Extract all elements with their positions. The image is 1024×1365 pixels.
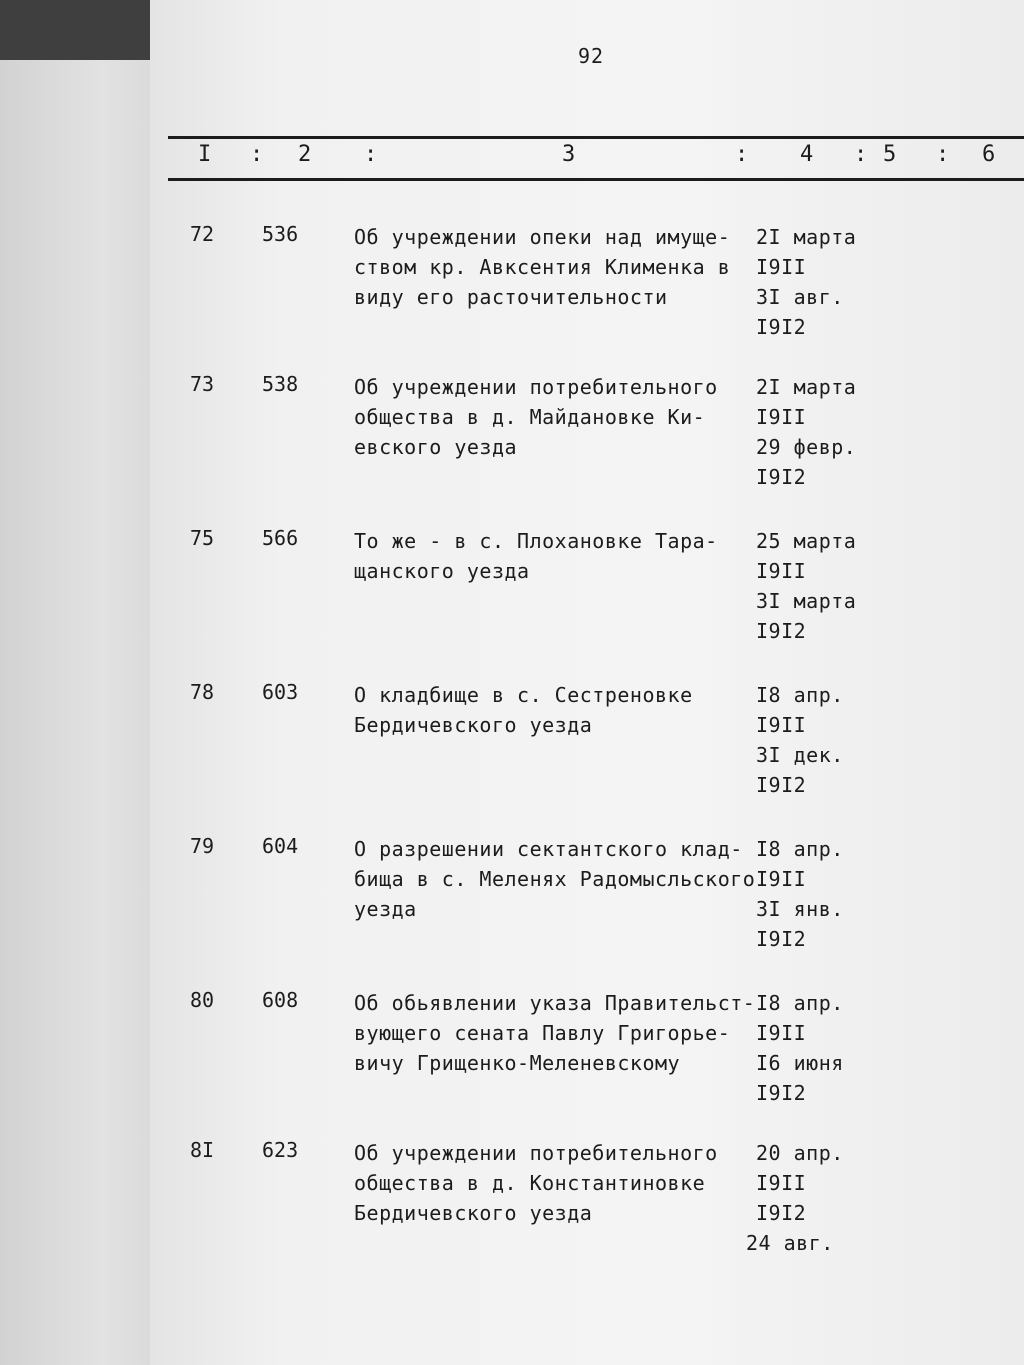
list-item xyxy=(150,526,1024,666)
date-line: 3I марта xyxy=(756,589,857,613)
date-line: 29 февр. xyxy=(756,435,857,459)
entry-dates xyxy=(756,988,844,1108)
title-line: вующего сената Павлу Григорье- xyxy=(354,1021,731,1045)
date-line: I9II xyxy=(756,1021,807,1045)
date-line: I9I2 xyxy=(756,465,807,489)
file-number: 603 xyxy=(262,680,299,704)
entry-number: 72 xyxy=(190,222,215,246)
entry-dates xyxy=(746,1138,844,1258)
entry-dates xyxy=(756,680,844,800)
title-line: виду его расточительности xyxy=(354,285,668,309)
entry-title xyxy=(354,680,774,740)
file-number: 604 xyxy=(262,834,299,858)
date-line: I9II xyxy=(756,559,807,583)
title-line: уезда xyxy=(354,897,417,921)
date-line: 2I марта xyxy=(756,375,857,399)
title-line: Бердичевского уезда xyxy=(354,1201,593,1225)
entry-number: 8I xyxy=(190,1138,215,1162)
list-item xyxy=(150,372,1024,512)
date-line: 2I марта xyxy=(756,225,857,249)
title-line: О кладбище в с. Сестреновке xyxy=(354,683,693,707)
entry-title xyxy=(354,526,774,586)
header-rule-bottom xyxy=(168,178,1024,181)
date-line: I9II xyxy=(756,405,807,429)
date-line: 3I янв. xyxy=(756,897,844,921)
date-line: I9II xyxy=(756,713,807,737)
header-rule-top xyxy=(168,136,1024,139)
file-number: 566 xyxy=(262,526,299,550)
file-number: 536 xyxy=(262,222,299,246)
title-line: Об учреждении опеки над имуще- xyxy=(354,225,731,249)
entry-dates xyxy=(756,372,856,492)
date-line: I8 апр. xyxy=(756,991,844,1015)
title-line: щанского уезда xyxy=(354,559,530,583)
list-item xyxy=(150,1138,1024,1278)
entry-number: 75 xyxy=(190,526,215,550)
column-header-3: 3 xyxy=(562,142,576,167)
entry-title xyxy=(354,1138,774,1228)
date-line: 25 марта xyxy=(756,529,857,553)
date-line: I8 апр. xyxy=(756,837,844,861)
title-line: ством кр. Авксентия Клименка в xyxy=(354,255,731,279)
title-line: бища в с. Меленях Радомысльского xyxy=(354,867,756,891)
date-line: I9I2 xyxy=(756,773,807,797)
date-line: 20 апр. xyxy=(756,1141,844,1165)
date-line: I9II xyxy=(756,255,807,279)
list-item xyxy=(150,680,1024,820)
date-line: I9I2 xyxy=(756,619,807,643)
column-header-1: I xyxy=(198,142,212,167)
entry-title xyxy=(354,372,774,462)
page-number: 92 xyxy=(578,44,605,68)
title-line: вичу Грищенко-Меленевскому xyxy=(354,1051,681,1075)
date-line: I9I2 xyxy=(756,927,807,951)
title-line: О разрешении сектантского клад- xyxy=(354,837,743,861)
date-line: 3I дек. xyxy=(756,743,844,767)
entry-dates xyxy=(756,526,856,646)
column-separator: : xyxy=(735,142,749,167)
column-separator: : xyxy=(936,142,950,167)
date-line: I8 апр. xyxy=(756,683,844,707)
date-line: 24 авг. xyxy=(746,1231,834,1255)
title-line: общества в д. Константиновке xyxy=(354,1171,706,1195)
entry-number: 78 xyxy=(190,680,215,704)
date-line: I9I2 xyxy=(756,1201,807,1225)
date-line: I9I2 xyxy=(756,315,807,339)
file-number: 608 xyxy=(262,988,299,1012)
file-number: 538 xyxy=(262,372,299,396)
column-header-4: 4 xyxy=(800,142,814,167)
entry-dates xyxy=(756,222,856,342)
entry-title xyxy=(354,988,774,1078)
list-item xyxy=(150,222,1024,362)
title-line: евского уезда xyxy=(354,435,518,459)
adjacent-page xyxy=(0,60,172,1365)
entry-title xyxy=(354,834,774,924)
title-line: Об обьявлении указа Правительст- xyxy=(354,991,756,1015)
date-line: I6 июня xyxy=(756,1051,844,1075)
date-line: I9I2 xyxy=(756,1081,807,1105)
title-line: общества в д. Майдановке Ки- xyxy=(354,405,706,429)
date-line: I9II xyxy=(756,1171,807,1195)
date-line: 3I авг. xyxy=(756,285,844,309)
column-separator: : xyxy=(854,142,868,167)
title-line: Бердичевского уезда xyxy=(354,713,593,737)
entry-title xyxy=(354,222,774,312)
entry-number: 73 xyxy=(190,372,215,396)
column-header-6: 6 xyxy=(982,142,996,167)
column-header-5: 5 xyxy=(883,142,897,167)
entry-dates xyxy=(756,834,844,954)
column-header-2: 2 xyxy=(298,142,312,167)
file-number: 623 xyxy=(262,1138,299,1162)
title-line: Об учреждении потребительного xyxy=(354,1141,718,1165)
entry-number: 80 xyxy=(190,988,215,1012)
list-item xyxy=(150,988,1024,1128)
column-separator: : xyxy=(250,142,264,167)
list-item xyxy=(150,834,1024,974)
title-line: То же - в с. Плохановке Тара- xyxy=(354,529,718,553)
entry-number: 79 xyxy=(190,834,215,858)
column-separator: : xyxy=(364,142,378,167)
date-line: I9II xyxy=(756,867,807,891)
title-line: Об учреждении потребительного xyxy=(354,375,718,399)
document-page xyxy=(150,0,1024,1365)
